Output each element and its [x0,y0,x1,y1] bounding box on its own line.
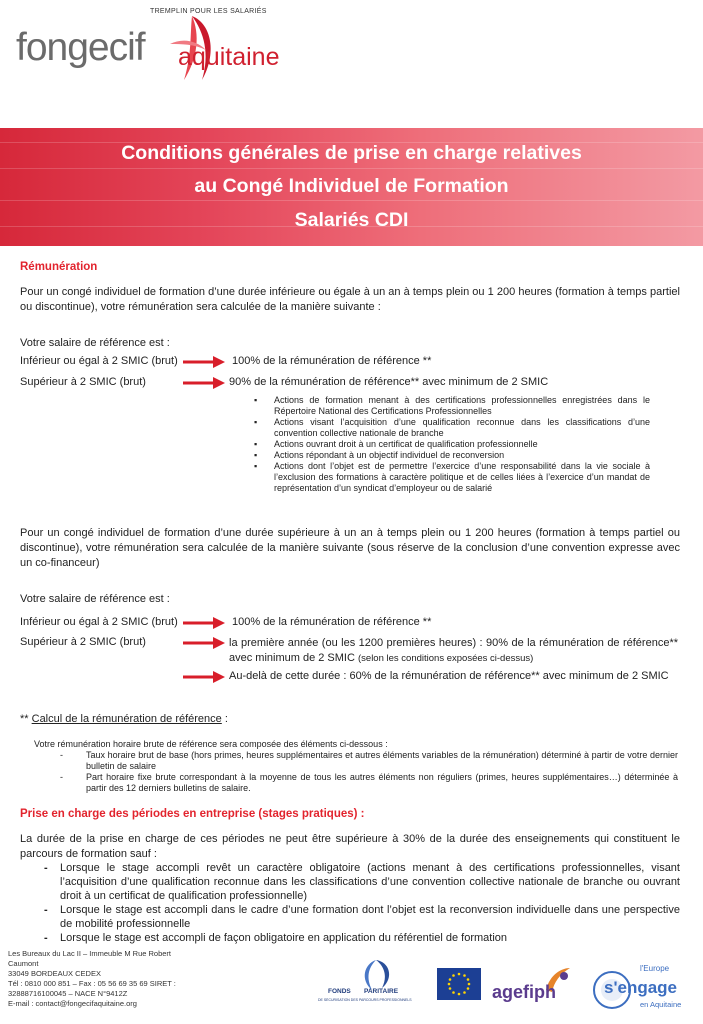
row-right-first-year [229,636,678,666]
calc-heading-text: Calcul de la rémunération de référence [31,713,222,725]
first-year-text: la première année (ou les 1200 premières heures) : 90% de la rémunération de référence** avec minimum de 2 SMIC [229,637,678,664]
row-right-beyond: Au-delà de cette durée : 60% de la rémunération de référence** avec minimum de 2 SMIC [229,670,669,682]
list-item: - Lorsque le stage est accompli de façon obligatoire en application du référentiel de formation [30,931,680,945]
agefiph-text: agefiph [492,982,557,1002]
address-line: Les Bureaux du Lac II – Immeuble M Rue Robert [8,949,172,958]
row-left-gt-2smic: Supérieur à 2 SMIC (brut) [20,376,146,388]
logo-agefiph [492,964,582,1016]
stages-items-list [30,861,680,945]
fpspp-text-1: FONDS [328,988,351,995]
address-line: Caumont [8,959,39,968]
list-item: ▪ Actions ouvrant droit à un certificat de qualification professionnelle [254,439,650,450]
banner-title-line3: Salariés CDI [294,209,409,231]
logo-tagline: TREMPLIN POUR LES SALARIÉS [150,8,267,15]
row-left-le-2smic: Inférieur ou égal à 2 SMIC (brut) [20,616,178,628]
fpspp-text-3: DE SÉCURISATION DES PARCOURS PROFESSIONNELS [318,998,412,1002]
arrow-right-icon [183,377,225,389]
reference-label: Votre salaire de référence est : [20,337,170,349]
arrow-right-icon [183,671,225,683]
list-item: ▪ Actions répondant à un objectif individuel de reconversion [254,450,650,461]
address-line: 33049 BORDEAUX CEDEX [8,969,101,978]
fpspp-text-2: PARITAIRE [364,988,399,995]
list-item: - Taux horaire brut de base (hors primes, heures supplémentaires et autres éléments variables de la rémunération) déterminé à partir de votre dernier bulletin de salaire [60,750,678,772]
address-line: Tél : 0810 000 851 – Fax : 05 56 69 35 69 SIRET : [8,979,176,988]
banner-title-line1: Conditions générales de prise en charge relatives [121,142,582,164]
row-right-100pct: 100% de la rémunération de référence ** [232,616,432,628]
calc-items-list [60,750,678,794]
calc-prefix: ** [20,713,32,725]
address-line: E-mail : contact@fongecifaquitaine.org [8,999,137,1008]
arrow-right-icon [183,637,225,649]
europe-text-2: s'engage [604,978,678,997]
list-item: ▪ Actions de formation menant à des certifications professionnelles enregistrées dans le Répertoire National des Certifications Professionnelles [254,395,650,417]
arrow-right-icon [183,356,225,368]
banner-title-line2: au Congé Individuel de Formation [194,175,509,197]
logo-fongecif: fongecif [16,26,145,69]
title-banner [0,128,703,246]
footer-address [8,949,218,1009]
list-item: - Lorsque le stage est accompli dans le cadre d’une formation dont l’objet est la reconversion individuelle dans une perspective de mobilité professionnelle [30,903,680,931]
row-right-100pct: 100% de la rémunération de référence ** [232,355,432,367]
europe-text-3: en Aquitaine [640,1000,682,1009]
row-left-gt-2smic: Supérieur à 2 SMIC (brut) [20,636,146,648]
eu-flag-icon [437,968,481,1000]
calc-intro: Votre rémunération horaire brute de référence sera composée des éléments ci-dessous : [34,739,388,749]
europe-text-1: l'Europe [640,964,670,973]
logo-europe-engage [590,962,698,1018]
paragraph-intro-short: Pour un congé individuel de formation d’une durée inférieure ou égale à un an à temps plein ou 1 200 heures (formation à temps partiel ou discontinue), votre rémunération sera calculée de la manière suivante : [20,286,680,313]
bullet-list-actions [254,395,650,494]
row-left-le-2smic: Inférieur ou égal à 2 SMIC (brut) [20,355,178,367]
list-item: ▪ Actions dont l’objet est de permettre l’exercice d’une responsabilité dans la vie sociale à l’exclusion des formations à caractère politique et de celles liées à l’exercice d’un mandat de représentation d’un syndicat d’employeur ou de salarié [254,461,650,494]
row-right-90pct: 90% de la rémunération de référence** avec minimum de 2 SMIC [229,376,549,388]
section-heading-remuneration: Rémunération [20,261,98,273]
calc-suffix: : [221,713,228,725]
logo-aquitaine: aquitaine [178,43,280,71]
first-year-note: (selon les conditions exposées ci-dessus) [358,653,534,664]
reference-label: Votre salaire de référence est : [20,593,170,605]
calc-heading [20,713,228,725]
list-item: ▪ Actions visant l’acquisition d’une qualification reconnue dans les classifications d’une convention collective nationale de branche [254,417,650,439]
list-item: - Lorsque le stage accompli revêt un caractère obligatoire (actions menant à des certifications professionnelles, visant l’acquisition d’une qualification reconnue dans les classifications d’une convention collective nationale de branche ou ouvrant droit à un certificat de qualification professionnelle) [30,861,680,903]
list-item: - Part horaire fixe brute correspondant à la moyenne de tous les autres éléments non réguliers (primes, heures supplémentaires…) déterminée à partir des 12 derniers bulletins de salaire. [60,772,678,794]
arrow-right-icon [183,617,225,629]
paragraph-stages-intro: La durée de la prise en charge de ces périodes ne peut être supérieure à 30% de la durée des enseignements qui constituent le parcours de formation sauf : [20,833,680,860]
section-heading-stages: Prise en charge des périodes en entreprise (stages pratiques) : [20,808,365,820]
address-line: 32888716100045 – NACE N°9412Z [8,989,128,998]
paragraph-intro-long: Pour un congé individuel de formation d’une durée supérieure à un an à temps plein ou 1 200 heures (formation à temps partiel ou discontinue), votre rémunération sera calculée de la manière suivante (sous réserve de la conclusion d’une convention expresse avec un co-financeur) [20,527,680,569]
logo-fpspp [318,958,428,1014]
